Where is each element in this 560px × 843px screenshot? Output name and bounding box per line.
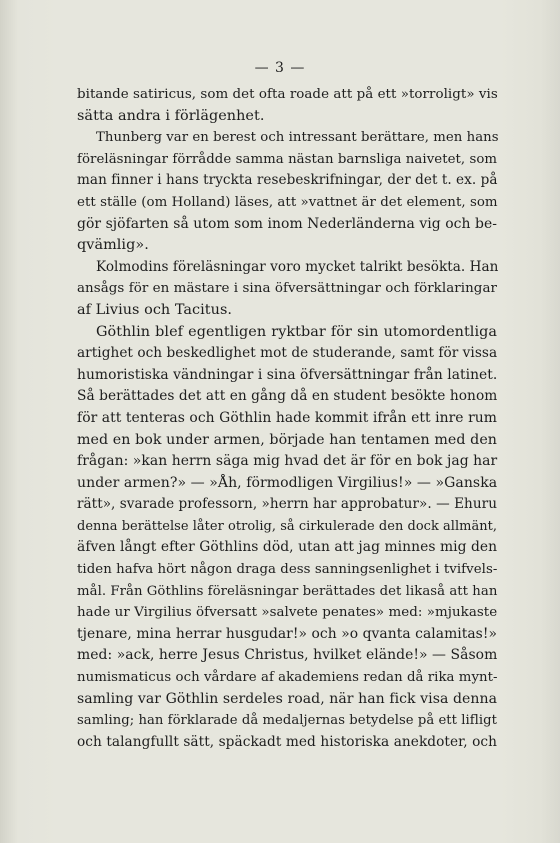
text-line: och talangfullt sätt, späckadt med historiska anekdoter, och (77, 733, 497, 750)
text-line: samling; han förklarade då medaljernas betydelse på ett lifligt (77, 713, 497, 729)
text-line: Så berättades det att en gång då en student besökte honom (77, 388, 498, 405)
text-line: denna berättelse låter otrolig, så cirkulerade den dock allmänt, (77, 518, 498, 534)
body-text (77, 84, 497, 753)
page-number: — 3 — (254, 60, 306, 76)
text-line: humoristiska vändningar i sina öfversättningar från latinet. (77, 366, 498, 383)
text-line: hade ur Virgilius öfversatt »salvete penates» med: »mjukaste (77, 605, 498, 621)
text-line: med: »ack, herre Jesus Christus, hvilket elände!» — Såsom (77, 647, 498, 664)
text-line: frågan: »kan herrn säga mig hvad det är för en bok jag har (77, 453, 498, 470)
text-line: för att tenteras och Göthlin hade kommit ifrån ett inre rum (77, 409, 497, 426)
text-line: tiden hafva hört någon draga dess sanningsenlighet i tvifvels- (77, 562, 498, 578)
text-line: äfven långt efter Göthlins död, utan att jag minnes mig den (77, 539, 498, 556)
text-line: samling var Göthlin serdeles road, när han fick visa denna (77, 690, 497, 707)
text-line: sätta andra i förlägenhet. (77, 107, 265, 124)
text-line: ansågs för en mästare i sina öfversättningar och förklaringar (77, 281, 497, 297)
text-line: numismaticus och vårdare af akademiens redan då rika mynt- (77, 670, 498, 686)
text-line: tjenare, mina herrar husgudar!» och »o qvanta calamitas!» (77, 625, 497, 642)
text-line: artighet och beskedlighet mot de studerande, samt för vissa (77, 345, 498, 362)
text-line: bitande satiricus, som det ofta roade att på ett »torroligt» vis (77, 87, 498, 102)
text-line: Thunberg var en berest och intressant berättare, men hans (96, 130, 499, 146)
text-line: ett ställe (om Holland) läses, att »vattnet är det element, som (77, 194, 498, 210)
text-line: Kolmodins föreläsningar voro mycket talrikt besökta. Han (96, 258, 499, 275)
text-line: under armen?» — »Åh, förmodligen Virgilius!» — »Ganska (77, 474, 498, 491)
text-line: qvämlig». (77, 237, 149, 254)
text-line: med en bok under armen, började han tentamen med den (77, 431, 497, 448)
text-line: gör sjöfarten så utom som inom Nederländerna vig och be- (77, 215, 497, 232)
text-line: föreläsningar förrådde samma nästan barnsliga naivetet, som (77, 151, 498, 167)
text-line: man finner i hans tryckta resebeskrifningar, der det t. ex. på (77, 172, 498, 189)
text-line: rätt», svarade professorn, »herrn har approbatur». — Ehuru (77, 496, 497, 513)
text-line: af Livius och Tacitus. (77, 301, 232, 318)
text-line: mål. Från Göthlins föreläsningar berättades det likaså att han (77, 583, 498, 599)
text-line: Göthlin blef egentligen ryktbar för sin utomordentliga (96, 323, 497, 340)
